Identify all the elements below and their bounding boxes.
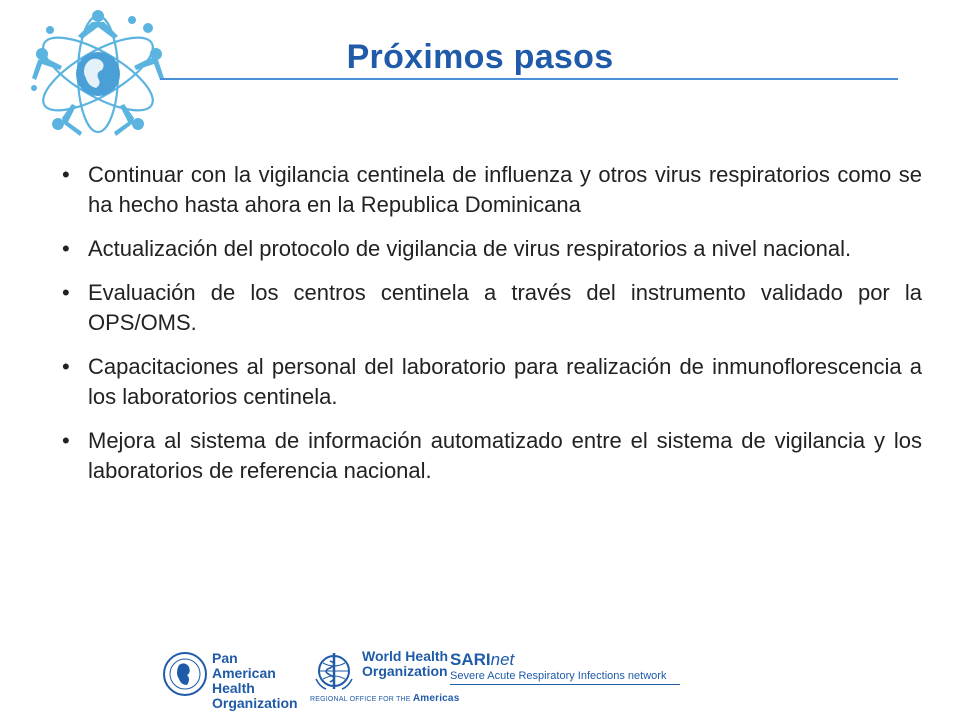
- bullet-marker: •: [62, 428, 70, 453]
- bullet-list: [62, 160, 922, 500]
- bullet-marker: •: [62, 162, 70, 187]
- bullet-marker: •: [62, 236, 70, 261]
- list-item: [62, 352, 922, 412]
- paho-wordmark: [212, 651, 302, 711]
- sarinet-name: [450, 651, 680, 669]
- bullet-marker: •: [62, 354, 70, 379]
- bullet-text: Evaluación de los centros centinela a través del instrumento validado por la OPS/OMS.: [88, 280, 922, 335]
- paho-line3: Organization: [212, 695, 298, 711]
- list-item: [62, 278, 922, 338]
- who-region-label: [310, 693, 459, 704]
- bullet-marker: •: [62, 280, 70, 305]
- paho-line2: Health: [212, 680, 255, 696]
- slide-title: Próximos pasos: [346, 38, 614, 76]
- bullet-text: Capacitaciones al personal del laboratorio para realización de inmunoflorescencia a los laboratorios centinela.: [88, 354, 922, 409]
- who-region-name: Americas: [412, 693, 460, 704]
- who-line2: Organization: [362, 663, 448, 679]
- sarinet-name-italic: net: [490, 650, 515, 669]
- list-item: [62, 234, 922, 264]
- title-divider: [160, 78, 898, 80]
- footer-logos: [162, 645, 682, 711]
- paho-line1: Pan American: [212, 650, 276, 681]
- who-emblem-icon: [310, 649, 358, 693]
- list-item: [62, 426, 922, 486]
- who-region-prefix: REGIONAL OFFICE FOR THE: [310, 696, 411, 703]
- who-wordmark: [362, 649, 452, 679]
- bullet-text: Actualización del protocolo de vigilancia de virus respiratorios a nivel nacional.: [88, 236, 852, 261]
- bullet-text: Continuar con la vigilancia centinela de influenza y otros virus respiratorios como se ha hecho hasta ahora en la Republica Dominicana: [88, 162, 922, 217]
- bullet-text: Mejora al sistema de información automatizado entre el sistema de vigilancia y los laboratorios de referencia nacional.: [88, 428, 922, 483]
- sarinet-name-bold: SARI: [450, 650, 491, 669]
- paho-seal-icon: [162, 651, 208, 697]
- sarinet-subtitle: Severe Acute Respiratory Infections network: [450, 669, 680, 685]
- who-line1: World Health: [362, 648, 449, 664]
- sarinet-logo: [450, 651, 680, 685]
- list-item: [62, 160, 922, 220]
